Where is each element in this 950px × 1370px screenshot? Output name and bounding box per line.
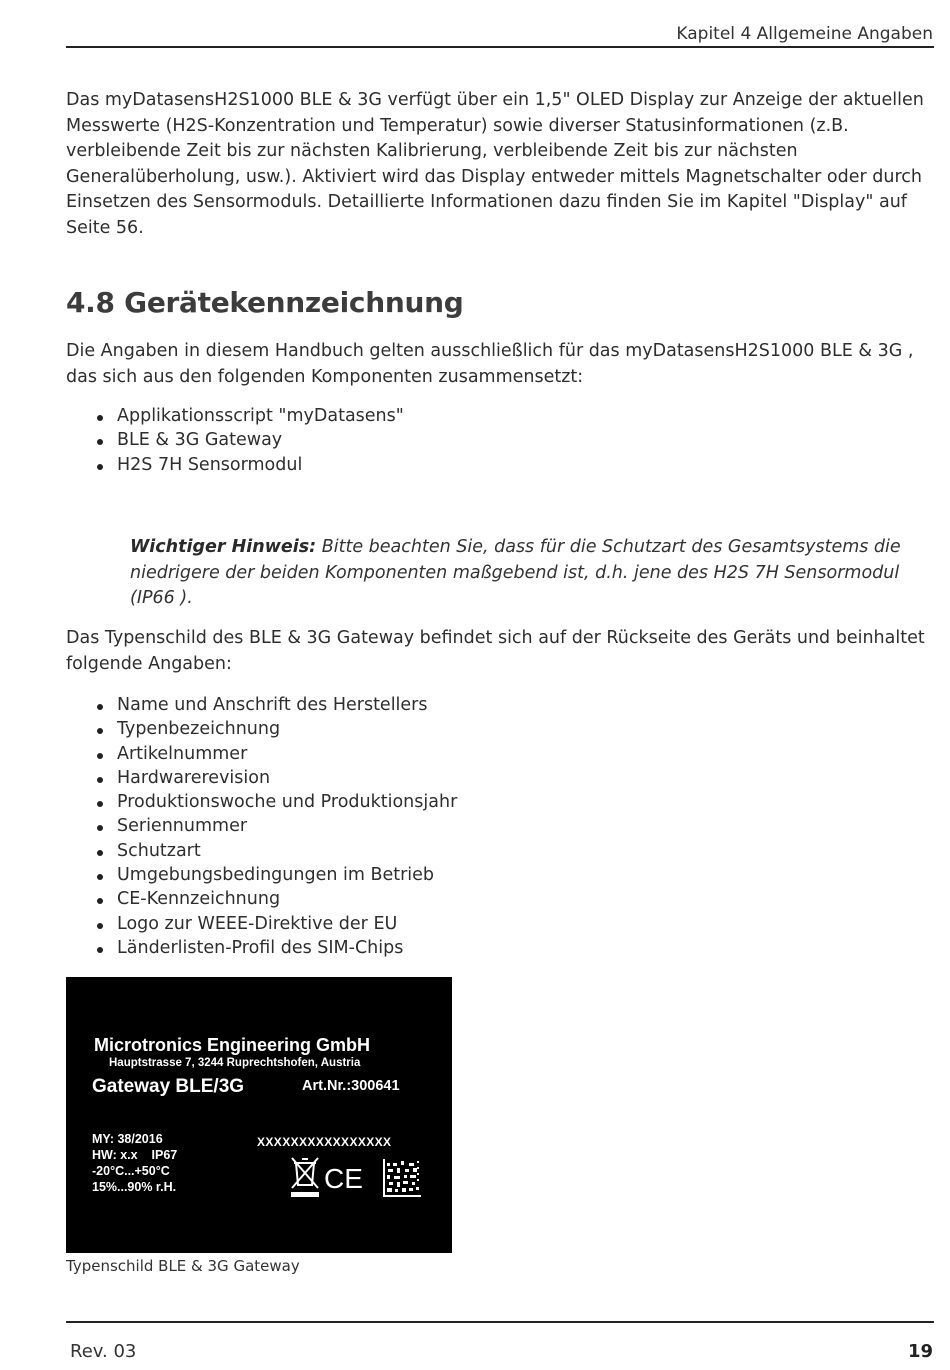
ce-mark-icon: CE: [324, 1163, 363, 1194]
list-item: Schutzart: [66, 839, 934, 863]
list-item: Typenbezeichnung: [66, 717, 934, 741]
note-label: Wichtiger Hinweis:: [130, 537, 317, 557]
note-text: Bitte beachten Sie, dass für die Schutzart des Gesamtsystems die niedrigere der beiden Komponenten maßgebend ist, d.h. jene des H2S 7H Sensormodul (IP66 ).: [130, 537, 901, 608]
plate-humidity: 15%...90% r.H.: [92, 1180, 177, 1194]
list-item: Applikationsscript "myDatasens": [66, 404, 934, 428]
paragraph1-block: [66, 339, 934, 390]
list-item: Hardwarerevision: [66, 766, 934, 790]
chapter-header: Kapitel 4 Allgemeine Angaben: [676, 24, 933, 44]
plate-company: Microtronics Engineering GmbH: [94, 1035, 371, 1055]
section-heading-block: [66, 286, 934, 319]
type-plate-image: [66, 977, 452, 1253]
list-item: BLE & 3G Gateway: [66, 428, 934, 452]
list-item: Länderlisten-Profil des SIM-Chips: [66, 936, 934, 960]
footer-rule: [66, 1321, 934, 1323]
paragraph2-block: [66, 626, 934, 677]
figure-caption: Typenschild BLE & 3G Gateway: [66, 1257, 300, 1275]
label-intro-paragraph: Das Typenschild des BLE & 3G Gateway befindet sich auf der Rückseite des Geräts und beinhaltet folgende Angaben:: [66, 628, 925, 674]
plate-my: MY: 38/2016: [92, 1132, 163, 1146]
important-note: [130, 535, 920, 612]
intro-paragraph: Das myDatasensH2S1000 BLE & 3G verfügt über ein 1,5" OLED Display zur Anzeige der aktuellen Messwerte (H2S-Konzentration und Temperatur) sowie diverser Statusinformationen (z.B. verbleibende Zeit bis zur nächsten Kalibrierung, verbleibende Zeit bis zur nächsten Generalüberholung, usw.). Aktiviert wird das Display entweder mittels Magnetschalter oder durch Einsetzen des Sensormoduls. Detaillierte Informationen dazu finden Sie im Kapitel "Display" auf Seite 56.: [66, 90, 924, 238]
list-item: Artikelnummer: [66, 742, 934, 766]
components-list: [66, 404, 934, 477]
list-item: Umgebungsbedingungen im Betrieb: [66, 863, 934, 887]
plate-hw: HW: x.x IP67: [92, 1148, 178, 1162]
intro-block: [66, 88, 934, 241]
plate-address: Hauptstrasse 7, 3244 Ruprechtshofen, Austria: [109, 1057, 361, 1069]
list-item: H2S 7H Sensormodul: [66, 453, 934, 477]
list-item: CE-Kennzeichnung: [66, 887, 934, 911]
plate-serial: XXXXXXXXXXXXXXXX: [257, 1135, 392, 1149]
section-title: 4.8 Gerätekennzeichnung: [66, 286, 464, 319]
label-items-list: [66, 693, 934, 960]
list-item: Logo zur WEEE-Direktive der EU: [66, 912, 934, 936]
label-items-block: [66, 693, 934, 960]
list-item: Name und Anschrift des Herstellers: [66, 693, 934, 717]
list-item: Seriennummer: [66, 814, 934, 838]
revision-label: Rev. 03: [70, 1341, 137, 1362]
list-item: Produktionswoche und Produktionsjahr: [66, 790, 934, 814]
components-list-block: [66, 404, 934, 477]
plate-article: Art.Nr.:300641: [302, 1078, 400, 1094]
plate-temperature: -20°C...+50°C: [92, 1164, 170, 1178]
weee-bin-icon: [288, 1155, 322, 1199]
datamatrix-code-icon: [383, 1159, 421, 1197]
components-intro-paragraph: Die Angaben in diesem Handbuch gelten ausschließlich für das myDatasensH2S1000 BLE & 3G , das sich aus den folgenden Komponenten zusammensetzt:: [66, 341, 914, 387]
header-rule: [66, 46, 934, 48]
plate-product: Gateway BLE/3G: [92, 1076, 245, 1097]
page-number: 19: [907, 1341, 933, 1362]
